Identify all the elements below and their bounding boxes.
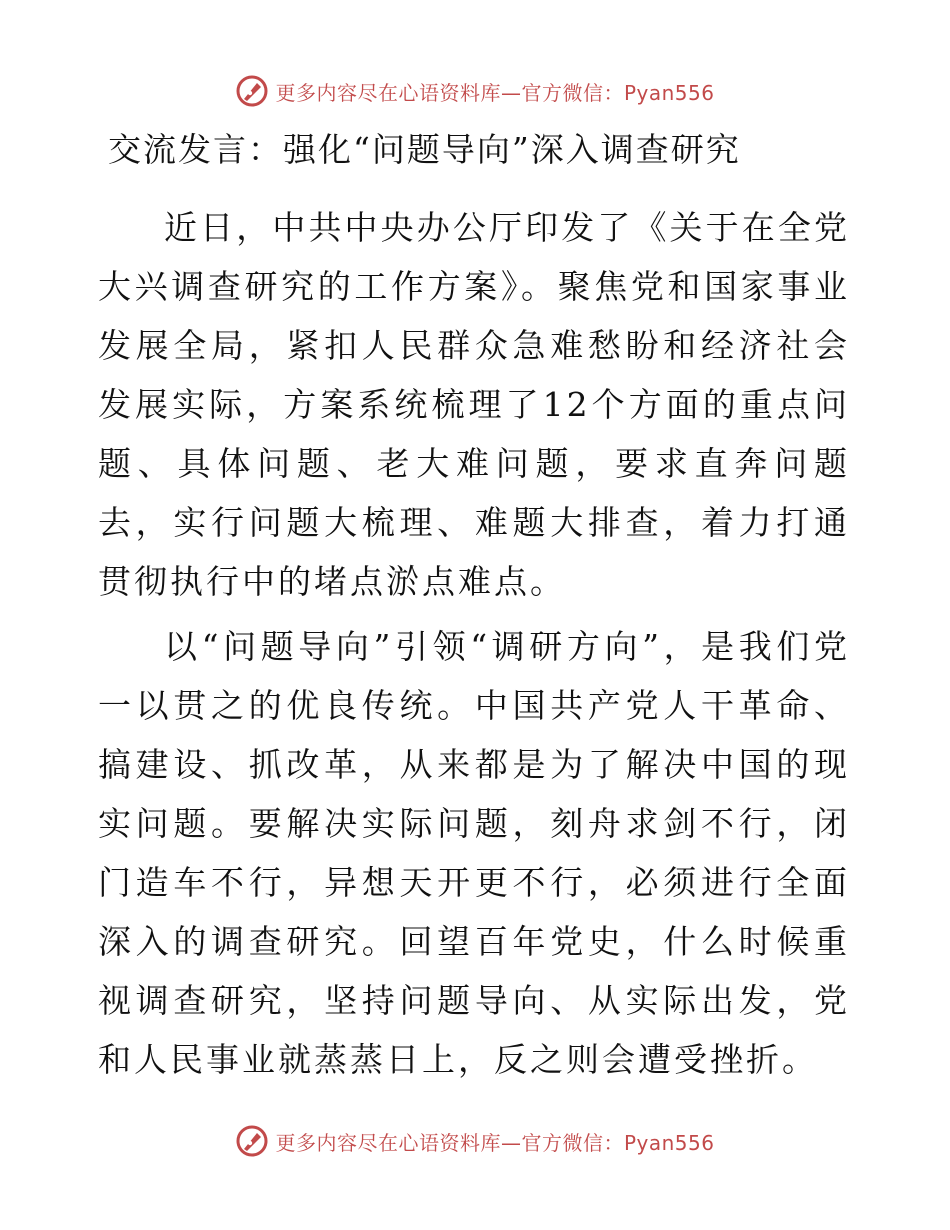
document-title: 交流发言：强化“问题导向”深入调查研究 (108, 130, 741, 169)
paragraph-1: 近日，中共中央办公厅印发了《关于在全党大兴调查研究的工作方案》。聚焦党和国家事业发展全局，紧扣人民群众急难愁盼和经济社会发展实际，方案系统梳理了12个方面的重点问题、具体问题、老大难问题，要求直奔问题去，实行问题大梳理、难题大排查，着力打通贯彻执行中的堵点淤点难点。 (98, 208, 850, 601)
pen-nib-circle-icon (235, 1124, 269, 1158)
pen-nib-circle-icon (235, 74, 269, 108)
watermark-text: 更多内容尽在心语资料库—官方微信：Pyan556 (275, 1130, 715, 1155)
watermark-text: 更多内容尽在心语资料库—官方微信：Pyan556 (275, 80, 715, 105)
watermark-banner-bottom (0, 1124, 950, 1158)
paragraph-2: 以“问题导向”引领“调研方向”，是我们党一以贯之的优良传统。中国共产党人干革命、搞建设、抓改革，从来都是为了解决中国的现实问题。要解决实际问题，刻舟求剑不行，闭门造车不行，异想天开更不行，必须进行全面深入的调查研究。回望百年党史，什么时候重视调查研究，坚持问题导向、从实际出发，党和人民事业就蒸蒸日上，反之则会遭受挫折。 (98, 627, 850, 1079)
watermark-banner-top (0, 74, 950, 108)
